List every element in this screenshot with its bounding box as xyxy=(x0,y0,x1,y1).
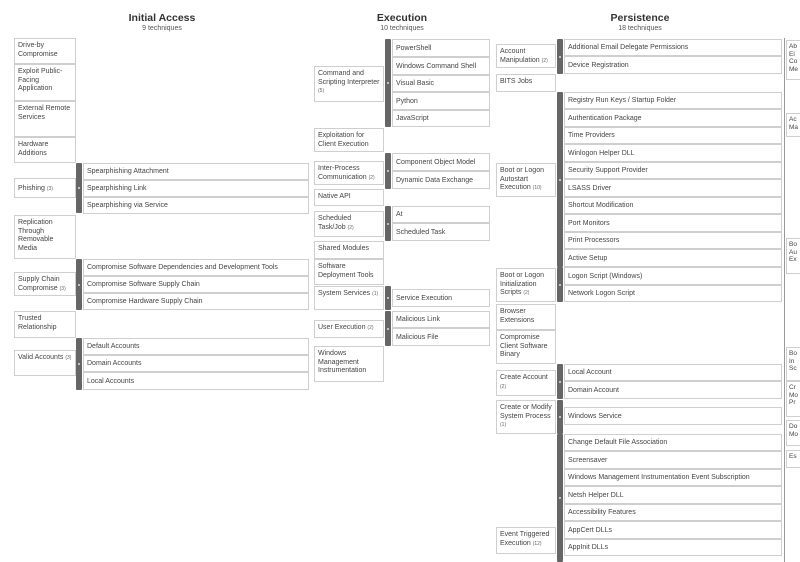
subtechnique-count: (1) xyxy=(372,291,379,297)
technique-label: Replication Through Removable Media xyxy=(18,219,54,252)
subtechnique-component-object-model[interactable] xyxy=(392,153,490,171)
subtechnique-windows-service[interactable] xyxy=(564,407,782,425)
subtechnique-change-default-file-association[interactable] xyxy=(564,434,782,451)
technique-label: External Remote Services xyxy=(18,105,71,121)
technique-label: User Execution xyxy=(318,324,366,331)
edge-technique-5[interactable] xyxy=(786,381,800,417)
technique-drive-by-compromise[interactable] xyxy=(14,38,76,64)
technique-label: Scheduled Task/Job xyxy=(318,215,352,231)
technique-label: Shared Modules xyxy=(318,245,369,252)
technique-label: Account Manipulation xyxy=(500,48,540,64)
subtechnique-label: At xyxy=(396,211,403,218)
technique-hardware-additions[interactable] xyxy=(14,137,76,163)
subtechnique-label: Local Accounts xyxy=(87,377,135,385)
subtechnique-local-account[interactable] xyxy=(564,364,782,381)
subtechnique-security-support-provider[interactable] xyxy=(564,162,782,179)
subtechnique-netsh-helper-dll[interactable] xyxy=(564,486,782,504)
tactic-header-execution xyxy=(335,12,469,32)
subtechnique-active-setup[interactable] xyxy=(564,249,782,267)
subtechnique-shortcut-modification[interactable] xyxy=(564,197,782,214)
subtechnique-windows-command-shell[interactable] xyxy=(392,57,490,75)
technique-label: Supply Chain Compromise xyxy=(18,276,60,292)
subtechnique-domain-account[interactable] xyxy=(564,381,782,399)
subtechnique-accessibility-features[interactable] xyxy=(564,504,782,521)
technique-label: Command and Scripting Interpreter xyxy=(318,70,380,86)
subtechnique-count: (10) xyxy=(532,185,542,191)
technique-label: Boot or Logon Autostart Execution xyxy=(500,167,544,191)
expand-handle[interactable] xyxy=(385,39,391,127)
subtechnique-port-monitors[interactable] xyxy=(564,214,782,232)
expand-handle[interactable] xyxy=(557,400,563,434)
subtechnique-label: Python xyxy=(396,97,418,105)
technique-label: Event Triggered Execution xyxy=(500,531,550,547)
edge-technique-3[interactable] xyxy=(786,238,800,274)
subtechnique-label: Visual Basic xyxy=(396,80,435,87)
technique-exploitation-for-client-execution[interactable] xyxy=(314,128,384,152)
technique-label: Software Deployment Tools xyxy=(318,263,374,279)
subtechnique-label: Change Default File Association xyxy=(568,439,668,446)
technique-boot-or-logon-autostart-execution[interactable] xyxy=(496,163,556,197)
subtechnique-label: Security Support Provider xyxy=(568,167,648,174)
tactic-count: 18 techniques xyxy=(618,25,662,32)
subtechnique-spearphishing-via-service[interactable] xyxy=(83,197,309,214)
technique-event-triggered-execution[interactable] xyxy=(496,527,556,554)
technique-label: Cr Mo Pr xyxy=(789,384,799,406)
subtechnique-label: Additional Email Delegate Permissions xyxy=(568,44,689,51)
technique-native-api[interactable] xyxy=(314,189,384,206)
subtechnique-count: (2) xyxy=(523,290,530,296)
technique-command-and-scripting-interpreter[interactable] xyxy=(314,66,384,102)
subtechnique-label: Authentication Package xyxy=(568,114,642,122)
technique-inter-process-communication[interactable] xyxy=(314,161,384,185)
technique-label: Ac Ma xyxy=(789,116,799,131)
edge-technique-7[interactable] xyxy=(786,450,800,468)
subtechnique-print-processors[interactable] xyxy=(564,232,782,249)
expand-handle[interactable] xyxy=(385,311,391,346)
edge-technique-2[interactable] xyxy=(786,113,800,137)
column-divider xyxy=(784,38,785,562)
subtechnique-label: Windows Command Shell xyxy=(396,62,477,70)
subtechnique-label: Malicious Link xyxy=(396,316,440,323)
technique-label: Hardware Additions xyxy=(18,141,49,157)
technique-external-remote-services[interactable] xyxy=(14,101,76,137)
expand-handle[interactable] xyxy=(557,92,563,267)
subtechnique-powershell[interactable] xyxy=(392,39,490,57)
edge-technique-4[interactable] xyxy=(786,347,800,381)
expand-handle[interactable] xyxy=(557,434,563,562)
subtechnique-lsass-driver[interactable] xyxy=(564,179,782,197)
subtechnique-count: (2) xyxy=(367,325,374,331)
subtechnique-label: Malicious File xyxy=(396,333,439,341)
expand-handle[interactable] xyxy=(557,267,563,302)
technique-compromise-client-software-binary[interactable] xyxy=(496,330,556,364)
subtechnique-device-registration[interactable] xyxy=(564,56,782,74)
technique-create-or-modify-system-process[interactable] xyxy=(496,400,556,434)
technique-account-manipulation[interactable] xyxy=(496,44,556,68)
expand-handle[interactable] xyxy=(557,39,563,74)
tactic-title: Initial Access xyxy=(128,12,196,24)
subtechnique-label: Netsh Helper DLL xyxy=(568,491,624,499)
subtechnique-screensaver[interactable] xyxy=(564,451,782,469)
subtechnique-compromise-software-dependencies[interactable] xyxy=(83,259,309,276)
technique-shared-modules[interactable] xyxy=(314,241,384,259)
subtechnique-label: AppInit DLLs xyxy=(568,544,609,551)
subtechnique-label: Active Setup xyxy=(568,254,608,262)
subtechnique-label: Dynamic Data Exchange xyxy=(396,176,474,184)
technique-create-account[interactable] xyxy=(496,370,556,396)
technique-exploit-public-facing-application[interactable] xyxy=(14,64,76,101)
subtechnique-malicious-link[interactable] xyxy=(392,311,490,328)
subtechnique-label: Spearphishing via Service xyxy=(87,202,168,209)
technique-label: Exploitation for Client Execution xyxy=(318,132,369,148)
subtechnique-label: PowerShell xyxy=(396,44,432,52)
technique-bits-jobs[interactable] xyxy=(496,74,556,92)
tactic-count: 9 techniques xyxy=(142,25,182,32)
technique-label: Valid Accounts xyxy=(18,354,64,361)
subtechnique-count: (12) xyxy=(532,540,542,547)
subtechnique-label: Default Accounts xyxy=(87,343,140,350)
technique-label: System Services xyxy=(318,290,371,297)
subtechnique-label: Winlogon Helper DLL xyxy=(568,149,635,157)
technique-replication-through-removable-media[interactable] xyxy=(14,215,76,259)
subtechnique-label: AppCert DLLs xyxy=(568,526,612,534)
subtechnique-domain-accounts[interactable] xyxy=(83,355,309,372)
expand-handle[interactable] xyxy=(385,153,391,189)
technique-scheduled-task-job[interactable] xyxy=(314,211,384,237)
subtechnique-registry-run-keys[interactable] xyxy=(564,92,782,109)
subtechnique-local-accounts[interactable] xyxy=(83,372,309,390)
technique-boot-or-logon-initialization-scripts[interactable] xyxy=(496,268,556,302)
subtechnique-label: Screensaver xyxy=(568,456,608,464)
technique-label: Browser Extensions xyxy=(500,308,535,324)
subtechnique-winlogon-helper-dll[interactable] xyxy=(564,144,782,162)
subtechnique-default-accounts[interactable] xyxy=(83,338,309,355)
technique-browser-extensions[interactable] xyxy=(496,304,556,330)
subtechnique-appcert-dlls[interactable] xyxy=(564,521,782,539)
subtechnique-appinit-dlls[interactable] xyxy=(564,539,782,556)
subtechnique-label: Spearphishing Attachment xyxy=(87,168,169,175)
tactic-title: Persistence xyxy=(610,12,670,24)
technique-windows-management-instrumentation[interactable] xyxy=(314,346,384,382)
subtechnique-at[interactable] xyxy=(392,206,490,223)
expand-handle[interactable] xyxy=(557,364,563,399)
subtechnique-count: (2) xyxy=(500,383,507,390)
subtechnique-count: (2) xyxy=(347,224,354,231)
technique-supply-chain-compromise[interactable] xyxy=(14,272,76,296)
subtechnique-logon-script-windows[interactable] xyxy=(564,267,782,285)
technique-label: Exploit Public-Facing Application xyxy=(18,68,63,92)
subtechnique-count: (5) xyxy=(318,88,325,94)
technique-trusted-relationship[interactable] xyxy=(14,311,76,338)
subtechnique-compromise-software-supply-chain[interactable] xyxy=(83,276,309,293)
technique-valid-accounts[interactable] xyxy=(14,350,76,376)
subtechnique-label: LSASS Driver xyxy=(568,184,612,192)
technique-label: Drive-by Compromise xyxy=(18,42,58,58)
subtechnique-label: Spearphishing Link xyxy=(87,185,147,192)
technique-phishing[interactable] xyxy=(14,178,76,198)
subtechnique-label: Scheduled Task xyxy=(396,228,446,236)
expand-handle[interactable] xyxy=(385,286,391,310)
subtechnique-label: Device Registration xyxy=(568,61,629,69)
edge-technique-6[interactable] xyxy=(786,420,800,446)
subtechnique-count: (3) xyxy=(65,355,72,361)
technique-label: Native API xyxy=(318,193,351,200)
subtechnique-visual-basic[interactable] xyxy=(392,75,490,92)
subtechnique-spearphishing-attachment[interactable] xyxy=(83,163,309,180)
subtechnique-python[interactable] xyxy=(392,92,490,110)
subtechnique-label: Logon Script (Windows) xyxy=(568,272,643,280)
technique-label: Windows Management Instrumentation xyxy=(318,350,367,374)
technique-label: Ab El Co Me xyxy=(789,43,799,73)
subtechnique-label: Domain Account xyxy=(568,386,619,394)
technique-label: Boot or Logon Initialization Scripts xyxy=(500,272,544,296)
expand-handle[interactable] xyxy=(76,338,82,390)
subtechnique-count: (3) xyxy=(59,285,66,292)
subtechnique-authentication-package[interactable] xyxy=(564,109,782,127)
subtechnique-label: Domain Accounts xyxy=(87,360,142,367)
subtechnique-scheduled-task[interactable] xyxy=(392,223,490,241)
subtechnique-count: (2) xyxy=(541,57,548,64)
technique-label: Bo In Sc xyxy=(789,350,797,372)
subtechnique-label: Accessibility Features xyxy=(568,509,636,516)
subtechnique-label: Windows Service xyxy=(568,412,622,420)
technique-label: Create or Modify System Process xyxy=(500,404,552,420)
tactic-header-persistence xyxy=(573,12,707,32)
edge-technique-1[interactable] xyxy=(786,40,800,80)
expand-handle[interactable] xyxy=(385,206,391,241)
subtechnique-javascript[interactable] xyxy=(392,110,490,127)
subtechnique-network-logon-script[interactable] xyxy=(564,285,782,302)
subtechnique-service-execution[interactable] xyxy=(392,289,490,307)
subtechnique-additional-email-delegate-permissions[interactable] xyxy=(564,39,782,56)
subtechnique-malicious-file[interactable] xyxy=(392,328,490,346)
expand-handle[interactable] xyxy=(76,163,82,213)
subtechnique-label: Network Logon Script xyxy=(568,290,635,297)
technique-label: Bo Au Ex xyxy=(789,241,797,263)
subtechnique-count: (1) xyxy=(500,422,507,428)
technique-label: Inter-Process Communication xyxy=(318,165,367,181)
subtechnique-spearphishing-link[interactable] xyxy=(83,180,309,197)
subtechnique-compromise-hardware-supply-chain[interactable] xyxy=(83,293,309,310)
technique-label: Create Account xyxy=(500,374,548,381)
tactic-count: 10 techniques xyxy=(380,25,424,32)
subtechnique-label: Print Processors xyxy=(568,237,620,244)
subtechnique-label: Compromise Hardware Supply Chain xyxy=(87,298,203,305)
technique-label: Do Mo xyxy=(789,423,799,438)
technique-label: Es xyxy=(789,453,797,460)
subtechnique-count: (3) xyxy=(46,186,53,192)
subtechnique-dynamic-data-exchange[interactable] xyxy=(392,171,490,189)
subtechnique-label: Time Providers xyxy=(568,132,615,139)
subtechnique-label: Registry Run Keys / Startup Folder xyxy=(568,97,677,104)
expand-handle[interactable] xyxy=(76,259,82,310)
technique-software-deployment-tools[interactable] xyxy=(314,259,384,285)
subtechnique-label: Compromise Software Supply Chain xyxy=(87,281,200,288)
subtechnique-label: Shortcut Modification xyxy=(568,202,634,209)
subtechnique-label: Compromise Software Dependencies and Development Tools xyxy=(87,264,278,271)
subtechnique-label: Local Account xyxy=(568,369,612,376)
subtechnique-time-providers[interactable] xyxy=(564,127,782,144)
subtechnique-label: Port Monitors xyxy=(568,219,610,227)
subtechnique-label: Component Object Model xyxy=(396,158,476,166)
technique-label: Compromise Client Software Binary xyxy=(500,334,548,358)
tactic-title: Execution xyxy=(376,12,428,24)
technique-label: Phishing xyxy=(18,185,45,192)
subtechnique-wmi-event-subscription[interactable] xyxy=(564,469,782,486)
technique-label: BITS Jobs xyxy=(500,78,533,85)
technique-system-services[interactable] xyxy=(314,286,384,310)
subtechnique-count: (2) xyxy=(368,174,375,181)
tactic-header-initial-access xyxy=(95,12,229,32)
subtechnique-label: Service Execution xyxy=(396,294,453,302)
technique-user-execution[interactable] xyxy=(314,320,384,338)
subtechnique-label: JavaScript xyxy=(396,115,429,122)
technique-label: Trusted Relationship xyxy=(18,315,57,331)
subtechnique-label: Windows Management Instrumentation Event Subscription xyxy=(568,474,750,481)
